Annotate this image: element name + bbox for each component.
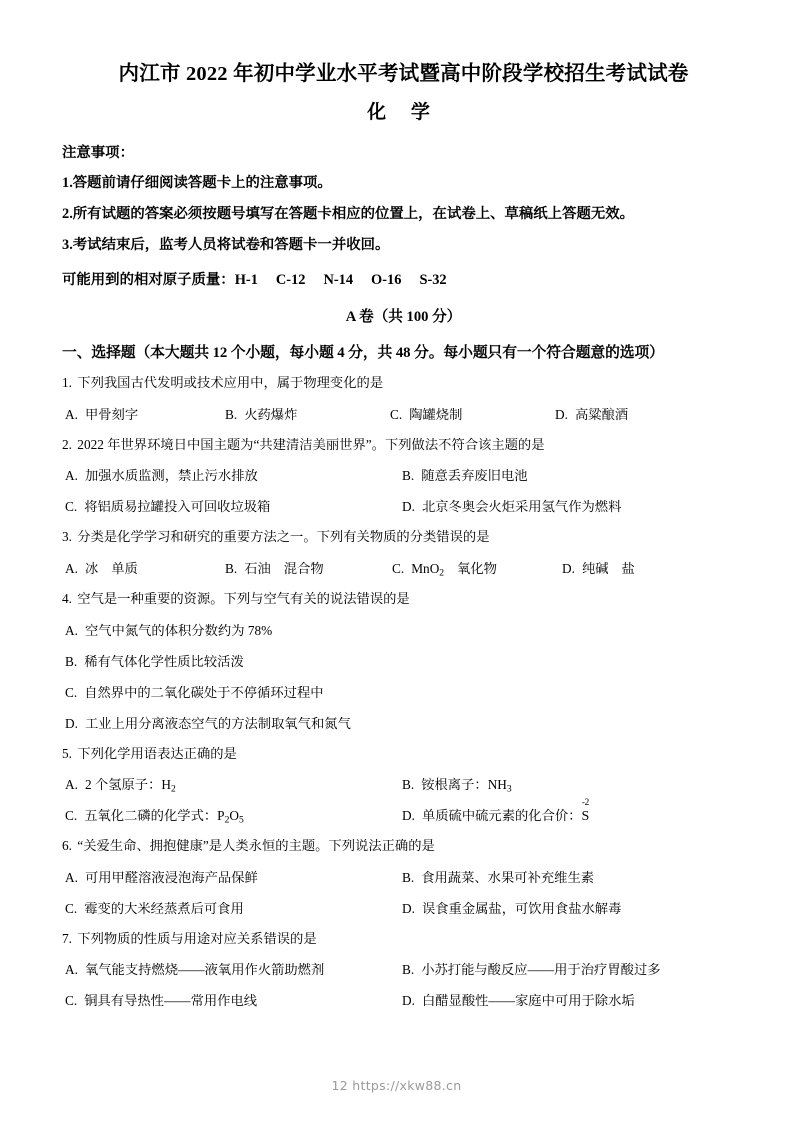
option-label: B. <box>402 962 415 978</box>
question <box>62 437 745 516</box>
option-text: 空气中氮气的体积分数约为 78% <box>84 622 273 638</box>
option-text: 白醋显酸性——家庭中可用于除水垢 <box>421 993 635 1009</box>
valence-notation <box>581 797 590 825</box>
option-b[interactable] <box>225 406 297 423</box>
option-b[interactable] <box>402 776 512 796</box>
option-text: 加强水质监测，禁止污水排放 <box>84 468 258 484</box>
notice-item-1: 1.答题前请仔细阅读答题卡上的注意事项。 <box>62 175 332 192</box>
option-label: D. <box>402 900 415 916</box>
question-list <box>62 375 745 1009</box>
option-d[interactable] <box>402 992 635 1009</box>
option-label: A. <box>65 869 78 885</box>
option-c[interactable] <box>65 807 244 827</box>
option-label: B. <box>65 653 78 669</box>
chemical-formula: $NH_3$ <box>487 777 512 795</box>
question <box>62 931 745 1010</box>
option-text-secondary: 氧化物 <box>457 560 497 576</box>
option-row <box>62 406 745 423</box>
option-row <box>62 560 745 577</box>
option-a[interactable] <box>65 467 258 484</box>
option-b[interactable] <box>402 869 594 886</box>
question-stem <box>62 375 745 392</box>
option-row <box>62 467 745 484</box>
question-stem <box>62 746 745 763</box>
question-stem <box>62 529 745 546</box>
atomic-mass-c: C-12 <box>275 272 306 289</box>
option-row <box>62 869 745 886</box>
option-c[interactable] <box>65 900 244 917</box>
question-stem-text: 分类是化学学习和研究的重要方法之一。下列有关物质的分类错误的是 <box>77 529 490 545</box>
footer-watermark: 12 https://xkw88.cn <box>331 1078 462 1093</box>
question-number: 4. <box>62 590 76 606</box>
question-number: 2. <box>62 436 76 452</box>
question-stem-text: 空气是一种重要的资源。下列与空气有关的说法错误的是 <box>77 590 410 606</box>
question-number: 7. <box>62 930 76 946</box>
option-text: 将铝质易拉罐投入可回收垃圾箱 <box>84 499 271 515</box>
option-label: B. <box>225 406 238 422</box>
question-stem <box>62 437 745 454</box>
question-number: 6. <box>62 838 76 854</box>
question <box>62 529 745 577</box>
option-d[interactable] <box>402 900 621 917</box>
option-text-secondary: 盐 <box>621 560 635 576</box>
option-a[interactable] <box>65 869 258 886</box>
option-label: B. <box>402 869 415 885</box>
option-row <box>62 684 745 701</box>
question-stem-text: 下列我国古代发明或技术应用中，属于物理变化的是 <box>77 375 384 391</box>
chemical-formula: $H_2$ <box>161 777 176 795</box>
option-text: 火药爆炸 <box>244 406 298 422</box>
chemical-formula: MnO$_2$ <box>411 560 445 579</box>
option-c[interactable] <box>390 406 462 423</box>
option-label: B. <box>402 468 415 484</box>
option-row <box>62 776 745 793</box>
chemical-formula: $P_2O_5$ <box>217 808 244 826</box>
option-label: A. <box>65 560 78 576</box>
option-c[interactable] <box>65 992 257 1009</box>
notice-heading: 注意事项： <box>62 144 134 161</box>
option-text: 工业上用分离液态空气的方法制取氧气和氮气 <box>84 715 351 731</box>
atomic-mass-label: 可能用到的相对原子质量： <box>62 272 235 289</box>
option-label: C. <box>390 406 403 422</box>
option-label: C. <box>65 900 78 916</box>
section-heading: 一、选择题（本大题共 12 个小题，每小题 4 分，共 48 分。每小题只有一个符合题意的选项） <box>62 345 664 362</box>
option-c[interactable] <box>65 684 324 701</box>
question-number: 3. <box>62 529 76 545</box>
question <box>62 591 745 732</box>
option-label: A. <box>65 468 78 484</box>
option-text: 2 个氢原子：$H_2$ <box>84 777 176 795</box>
option-b[interactable] <box>225 560 324 577</box>
option-row <box>62 715 745 732</box>
option-text: 铵根离子：$NH_3$ <box>421 777 512 795</box>
question <box>62 375 745 423</box>
option-text: 纯碱 盐 <box>581 560 635 576</box>
option-c[interactable] <box>392 560 497 580</box>
option-text: 北京冬奥会火炬采用氢气作为燃料 <box>421 499 622 515</box>
question <box>62 746 745 825</box>
option-label: C. <box>65 808 78 824</box>
option-d[interactable] <box>562 560 635 577</box>
option-text: 随意丢弃废旧电池 <box>421 468 528 484</box>
option-a[interactable] <box>65 776 176 796</box>
option-text: 单质硫中硫元素的化合价： -2 S <box>421 797 590 825</box>
valence-symbol: S <box>581 809 590 825</box>
option-label: B. <box>225 560 238 576</box>
option-text-secondary: 单质 <box>111 560 138 576</box>
question-stem <box>62 591 745 608</box>
question-stem-text: “关爱生命、拥抱健康”是人类永恒的主题。下列说法正确的是 <box>77 838 435 854</box>
atomic-mass-n: N-14 <box>323 272 354 289</box>
option-d[interactable] <box>65 715 351 732</box>
valence-number: -2 <box>581 797 589 808</box>
option-label: D. <box>402 808 415 824</box>
option-label: B. <box>402 777 415 793</box>
option-text: 冰 单质 <box>84 560 138 576</box>
option-a[interactable] <box>65 560 138 577</box>
option-label: A. <box>65 777 78 793</box>
question-stem-text: 下列物质的性质与用途对应关系错误的是 <box>77 930 317 946</box>
option-d[interactable] <box>402 498 621 515</box>
volume-heading: A 卷（共 100 分） <box>345 309 462 326</box>
option-label: A. <box>65 406 78 422</box>
option-text: 陶罐烧制 <box>409 406 463 422</box>
page-title: 内江市 2022 年初中学业水平考试暨高中阶段学校招生考试试卷 <box>118 63 689 85</box>
option-a[interactable] <box>65 622 272 639</box>
option-text: 自然界中的二氧化碳处于不停循环过程中 <box>84 684 324 700</box>
notice-item-3: 3.考试结束后，监考人员将试卷和答题卡一并收回。 <box>62 236 390 253</box>
option-d[interactable] <box>555 406 628 423</box>
option-label: C. <box>65 993 78 1009</box>
option-text: 氧气能支持燃烧——液氧用作火箭助燃剂 <box>84 962 325 978</box>
option-text <box>411 560 497 579</box>
option-b[interactable] <box>402 467 528 484</box>
notice-block <box>62 146 745 290</box>
subject-title: 化 学 <box>367 101 440 123</box>
question-stem-text: 2022 年世界环境日中国主题为“共建清洁美丽世界”。下列做法不符合该主题的是 <box>77 436 545 452</box>
option-label: D. <box>555 406 568 422</box>
option-text: 误食重金属盐，可饮用食盐水解毒 <box>421 900 622 916</box>
question-stem <box>62 931 745 948</box>
option-row <box>62 622 745 639</box>
option-b[interactable] <box>402 961 661 978</box>
option-b[interactable] <box>65 653 244 670</box>
option-a[interactable] <box>65 406 138 423</box>
option-label: D. <box>402 499 415 515</box>
question-stem <box>62 838 745 855</box>
option-label: C. <box>65 684 78 700</box>
option-label: D. <box>562 560 575 576</box>
option-text: 霉变的大米经蒸煮后可食用 <box>84 900 244 916</box>
option-c[interactable] <box>65 498 270 515</box>
option-row <box>62 797 745 826</box>
option-text: 可用甲醛溶液浸泡海产品保鲜 <box>84 869 258 885</box>
option-text: 铜具有导热性——常用作电线 <box>84 993 258 1009</box>
option-text: 食用蔬菜、水果可补充维生素 <box>421 869 595 885</box>
option-text-secondary: 混合物 <box>283 560 324 576</box>
option-row <box>62 961 745 978</box>
option-label: C. <box>392 560 405 576</box>
option-a[interactable] <box>65 961 324 978</box>
option-text: 稀有气体化学性质比较活泼 <box>84 653 244 669</box>
option-row <box>62 498 745 515</box>
question-number: 5. <box>62 745 76 761</box>
option-text: 高粱酿酒 <box>574 406 629 422</box>
option-label: A. <box>65 962 78 978</box>
option-text: 五氧化二磷的化学式：$P_2O_5$ <box>84 808 244 826</box>
option-d[interactable] <box>402 797 590 825</box>
option-row <box>62 992 745 1009</box>
option-text: 小苏打能与酸反应——用于治疗胃酸过多 <box>421 962 661 978</box>
option-label: D. <box>402 993 415 1009</box>
notice-item-2: 2.所有试题的答案必须按题号填写在答题卡相应的位置上，在试卷上、草稿纸上答题无效。 <box>62 205 635 222</box>
option-label: A. <box>65 622 78 638</box>
question-number: 1. <box>62 375 76 391</box>
option-text: 石油 混合物 <box>244 560 324 576</box>
atomic-mass-line <box>62 268 745 289</box>
atomic-mass-s: S-32 <box>419 272 447 289</box>
option-text: 甲骨刻字 <box>84 406 139 422</box>
question-stem-text: 下列化学用语表达正确的是 <box>77 745 237 761</box>
option-row <box>62 653 745 670</box>
atomic-mass-o: O-16 <box>371 272 402 289</box>
option-row <box>62 900 745 917</box>
atomic-mass-h: H-1 <box>234 272 258 289</box>
option-label: C. <box>65 499 78 515</box>
option-label: D. <box>65 715 78 731</box>
question <box>62 838 745 917</box>
